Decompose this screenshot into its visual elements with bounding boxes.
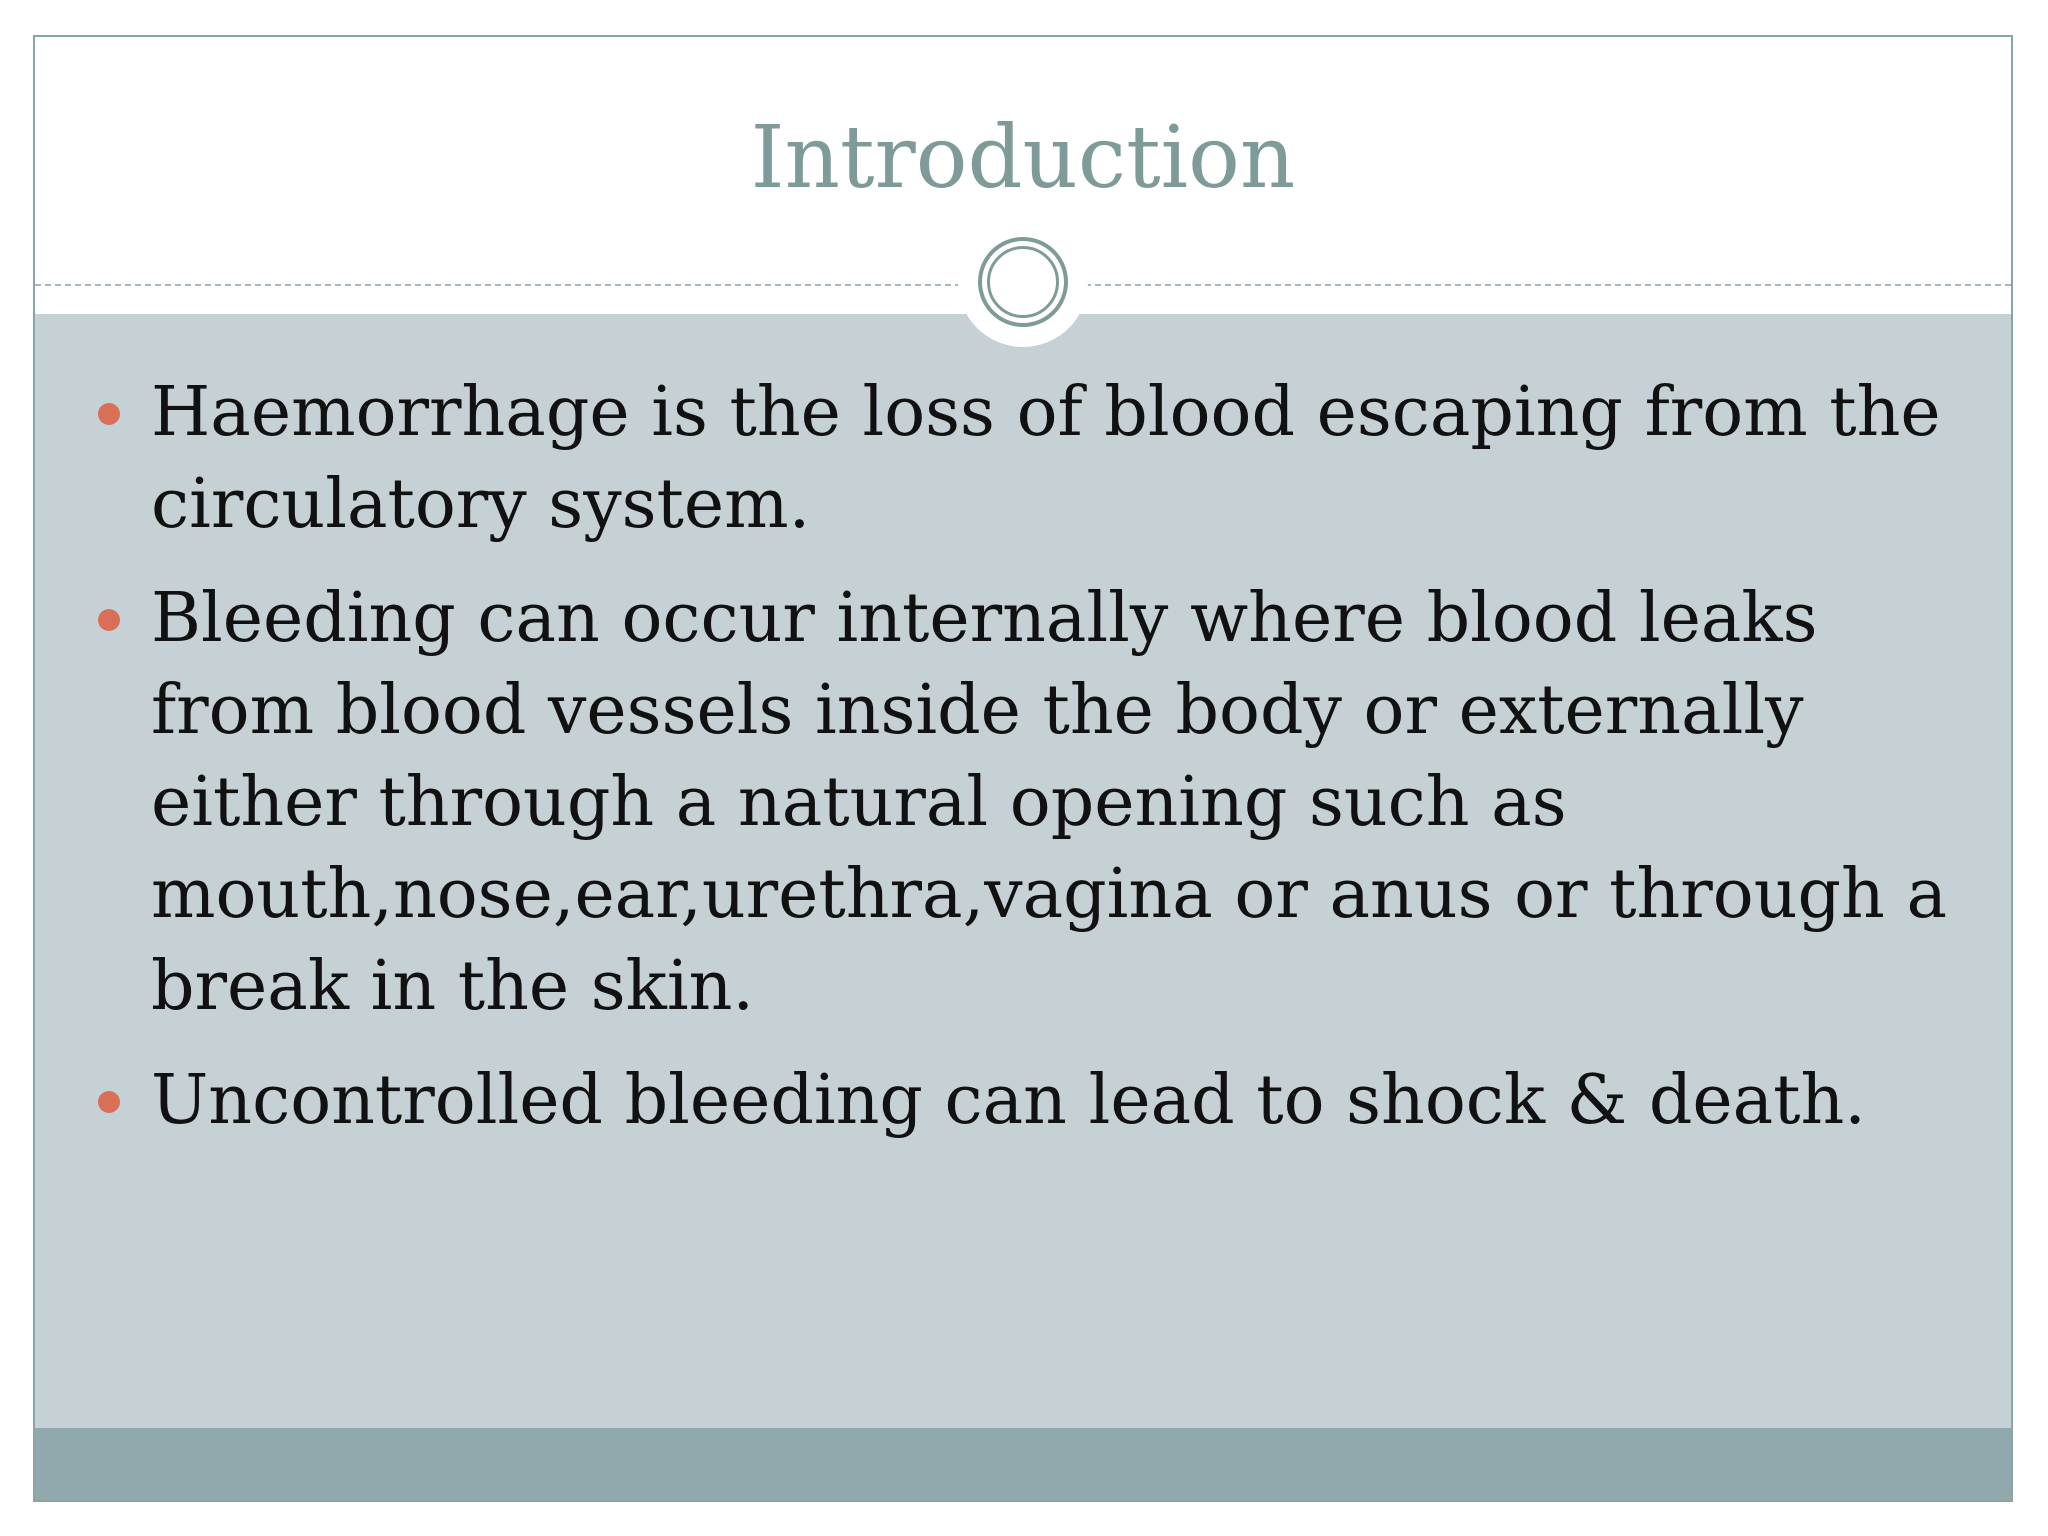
bullet-dot-icon xyxy=(98,403,120,425)
bullet-text: Uncontrolled bleeding can lead to shock & death. xyxy=(151,1061,1866,1140)
bullet-dot-icon xyxy=(98,1091,120,1113)
bullet-text: Haemorrhage is the loss of blood escaping from the circulatory system. xyxy=(151,373,1941,544)
bullet-item xyxy=(35,573,1995,1033)
bullet-list xyxy=(35,367,1995,1169)
slide-title: Introduction xyxy=(750,108,1296,208)
footer-bar xyxy=(35,1428,2011,1500)
bullet-item xyxy=(35,367,1995,551)
bullet-item xyxy=(35,1055,1995,1147)
bullet-dot-icon xyxy=(98,609,120,631)
inner-ring-icon xyxy=(987,246,1059,318)
bullet-text: Bleeding can occur internally where blood leaks from blood vessels inside the body or externally either through a natural opening such as mouth,nose,ear,urethra,vagina or anus or through a break in the skin. xyxy=(151,579,1947,1026)
slide xyxy=(33,35,2013,1502)
